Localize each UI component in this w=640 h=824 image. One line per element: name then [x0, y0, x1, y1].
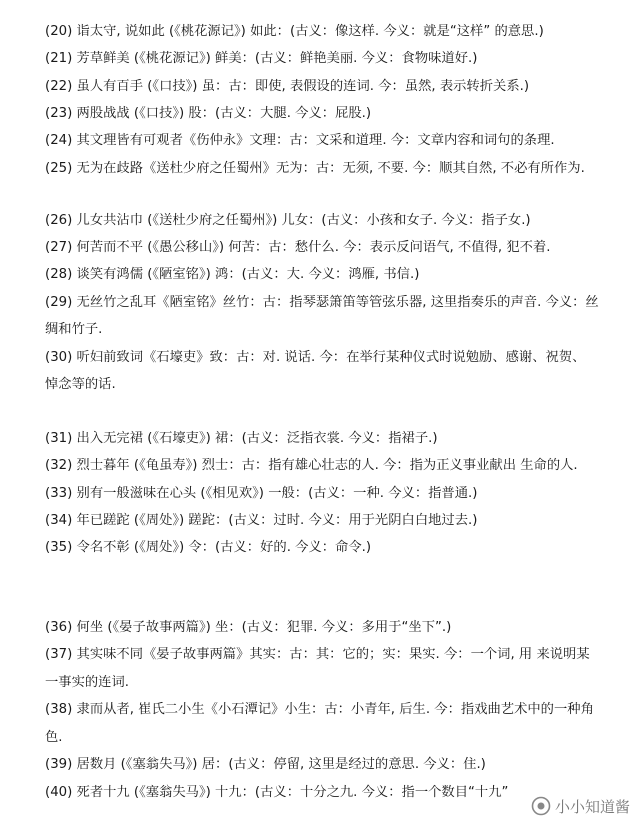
- entry-21: (21) 芳草鲜美 (《桃花源记》) 鲜美：(古义：鲜艳美丽. 今义：食物味道好.): [45, 51, 478, 66]
- entry-36: (36) 何坐 (《晏子故事两篇》) 坐：(古义：犯罪. 今义：多用于“坐下”.): [45, 620, 452, 635]
- entry-30-cont: 悼念等的话.: [45, 377, 116, 392]
- entry-24: (24) 其文理皆有可观者《伤仲永》文理：古：文采和道理. 今：文章内容和词句的条理.: [45, 133, 555, 148]
- entry-23: (23) 两股战战 (《口技》) 股：(古义：大腿. 今义：屁股.): [45, 106, 372, 121]
- entry-29: (29) 无丝竹之乱耳《陋室铭》丝竹：古：指琴瑟箫笛等管弦乐器, 这里指奏乐的声音. 今义：丝: [45, 295, 599, 310]
- watermark-logo-icon: [531, 796, 551, 816]
- watermark-text: 小小知道酱: [554, 797, 630, 816]
- entry-20: (20) 诣太守, 说如此 (《桃花源记》) 如此：(古义：像这样. 今义：就是“这样” 的意思.): [45, 24, 544, 39]
- entry-33: (33) 别有一般滋味在心头 (《相见欢》) 一般：(古义：一种. 今义：指普通.): [45, 486, 478, 501]
- entry-32: (32) 烈士暮年 (《龟虽寿》) 烈士：古：指有雄心壮志的人. 今：指为正义事业献出 生命的人.: [45, 458, 578, 473]
- entry-26: (26) 儿女共沾巾 (《送杜少府之任蜀州》) 儿女：(古义：小孩和女子. 今义：指子女.): [45, 213, 531, 228]
- entry-22: (22) 虽人有百手 (《口技》) 虽：古：即使, 表假设的连词. 今：虽然, 表示转折关系.): [45, 79, 530, 94]
- watermark: [531, 794, 630, 818]
- entry-34: (34) 年已蹉跎 (《周处》) 蹉跎：(古义：过时. 今义：用于光阴白白地过去.): [45, 513, 478, 528]
- entry-30: (30) 听妇前致词《石壕吏》致：古：对. 说话. 今：在举行某种仪式时说勉励、感谢、祝贺、: [45, 350, 586, 365]
- entry-40: (40) 死者十九 (《塞翁失马》) 十九：(古义：十分之九. 今义：指一个数目“十九”: [45, 785, 509, 800]
- entry-38-cont: 色.: [45, 730, 63, 745]
- entry-39: (39) 居数月 (《塞翁失马》) 居：(古义：停留, 这里是经过的意思. 今义：住.): [45, 757, 486, 772]
- entry-25: (25) 无为在歧路《送杜少府之任蜀州》无为：古：无须, 不要. 今：顺其自然, 不必有所作为.: [45, 161, 585, 176]
- entry-37-cont: 一事实的连词.: [45, 675, 130, 690]
- entry-31: (31) 出入无完裙 (《石壕吏》) 裙：(古义：泛指衣裳. 今义：指裙子.): [45, 431, 438, 446]
- entry-38: (38) 隶而从者, 崔氏二小生《小石潭记》小生：古：小青年, 后生. 今：指戏曲艺术中的一种角: [45, 702, 594, 717]
- entry-37: (37) 其实味不同《晏子故事两篇》其实：古：其：它的；实：果实. 今：一个词, 用 来说明某: [45, 647, 590, 662]
- entry-35: (35) 令名不彰 (《周处》) 令：(古义：好的. 今义：命令.): [45, 540, 372, 555]
- entry-29-cont: 绸和竹子.: [45, 322, 103, 337]
- entry-28: (28) 谈笑有鸿儒 (《陋室铭》) 鸿：(古义：大. 今义：鸿雁, 书信.): [45, 267, 420, 282]
- entry-27: (27) 何苦而不平 (《愚公移山》) 何苦：古：愁什么. 今：表示反问语气, 不值得, 犯不着.: [45, 240, 551, 255]
